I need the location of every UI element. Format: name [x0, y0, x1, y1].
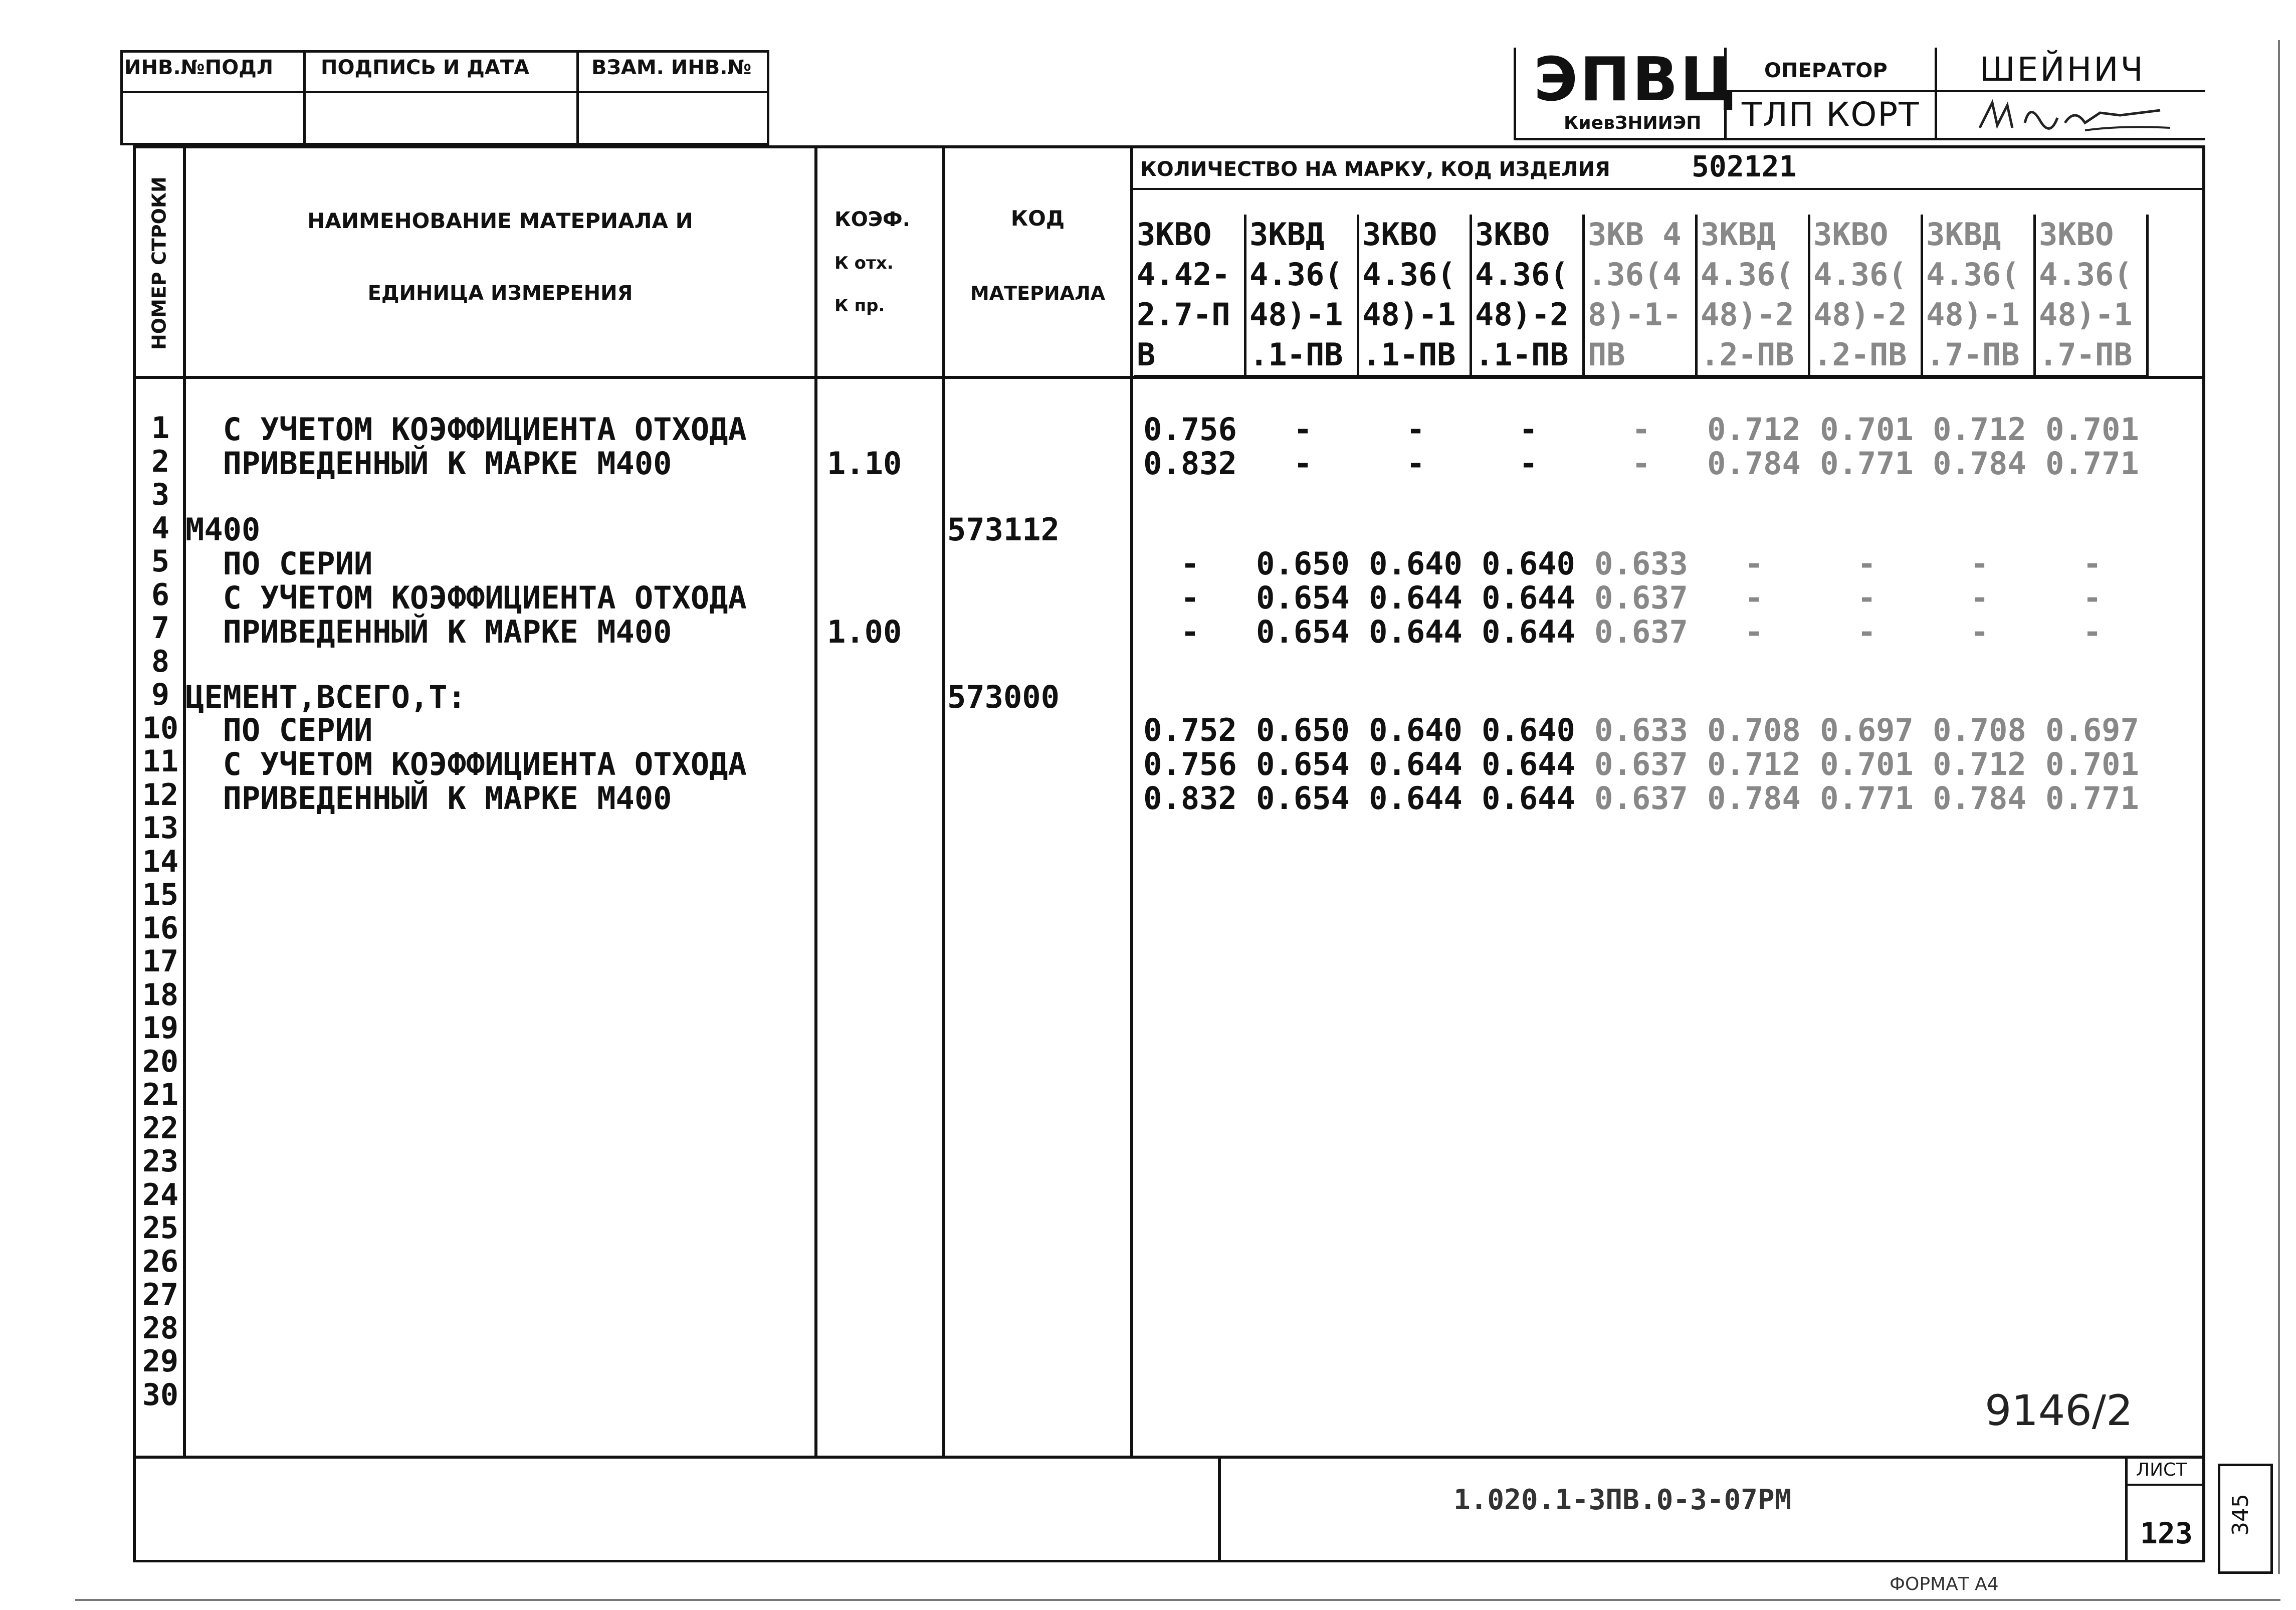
line-number: 8 — [151, 644, 170, 679]
row-value: - — [1744, 614, 1764, 650]
row-value: 0.708 — [1707, 712, 1801, 748]
row-value: - — [1631, 445, 1651, 482]
row-value: 0.640 — [1482, 712, 1575, 748]
product-code: 502121 — [1692, 149, 1797, 183]
row-value: 0.712 — [1933, 746, 2026, 782]
col-sep-code — [1130, 145, 1133, 1459]
row-value: 0.712 — [1707, 746, 1801, 782]
operator-signature — [1970, 93, 2180, 138]
line-number: 24 — [142, 1177, 179, 1213]
name-header-line1: НАИМЕНОВАНИЕ МАТЕРИАЛА И — [307, 208, 693, 233]
line-number: 26 — [142, 1244, 179, 1279]
k-pr-header: К пр. — [834, 296, 885, 316]
row-coef: 1.00 — [827, 614, 902, 650]
row-value: 0.644 — [1482, 746, 1575, 782]
row-value: 0.637 — [1594, 780, 1688, 817]
org-logo: ЭПВЦ — [1534, 45, 1738, 115]
qty-title-rule — [1130, 188, 2205, 190]
row-value: - — [1519, 411, 1538, 448]
stamp-divider — [303, 50, 306, 145]
row-value: 0.637 — [1594, 746, 1688, 782]
mark-header-3: 3КВО 4.36( 48)-1 .1-ПВ — [1359, 215, 1472, 377]
line-number: 28 — [142, 1310, 179, 1346]
line-number: 18 — [142, 977, 179, 1013]
org-subtitle: КиевЗНИИЭП — [1564, 113, 1702, 133]
row-value: 0.784 — [1707, 780, 1801, 817]
row-name: ПРИВЕДЕННЫЙ К МАРКЕ М400 — [185, 780, 672, 817]
row-value: 0.712 — [1933, 411, 2026, 448]
row-material-code: 573112 — [947, 511, 1060, 548]
mark-header-7: 3КВО 4.36( 48)-2 .2-ПВ — [1810, 215, 1923, 377]
mark-header-5: 3КВ 4 .36(4 8)-1- ПВ — [1585, 215, 1698, 377]
code-header-line2: МАТЕРИАЛА — [970, 282, 1106, 304]
row-value: 0.832 — [1143, 780, 1237, 817]
line-number: 12 — [142, 777, 179, 813]
line-number: 7 — [151, 611, 170, 646]
row-value: 0.654 — [1256, 746, 1350, 782]
line-number: 21 — [142, 1077, 179, 1112]
name-header-line2: ЕДИНИЦА ИЗМЕРЕНИЯ — [367, 282, 633, 305]
line-number: 5 — [151, 544, 170, 579]
row-value: - — [2082, 579, 2102, 616]
margin-note: 345 — [2228, 1494, 2253, 1536]
sheet-box-rule — [2125, 1484, 2203, 1486]
k-otx-header: К отх. — [834, 253, 894, 273]
line-number: 23 — [142, 1144, 179, 1179]
row-name: ЦЕМЕНТ,ВСЕГО,Т: — [185, 679, 466, 715]
mark-header-6: 3КВД 4.36( 48)-2 .2-ПВ — [1698, 215, 1810, 377]
line-number: 11 — [142, 744, 179, 779]
row-name: ПО СЕРИИ — [185, 545, 373, 582]
row-value: 0.644 — [1369, 780, 1463, 817]
row-value: 0.654 — [1256, 614, 1350, 650]
row-value: 0.784 — [1933, 780, 2026, 817]
line-number: 14 — [142, 844, 179, 879]
row-value: 0.832 — [1143, 445, 1237, 482]
code-header-line1: КОД — [1010, 206, 1065, 231]
footer-left-edge — [133, 1456, 136, 1561]
row-value: 0.708 — [1933, 712, 2026, 748]
row-value: 0.640 — [1482, 545, 1575, 582]
row-value: - — [1744, 545, 1764, 582]
line-number: 15 — [142, 877, 179, 912]
row-value: - — [1857, 579, 1876, 616]
row-value: 0.771 — [1820, 445, 1914, 482]
line-number: 13 — [142, 811, 179, 846]
row-value: - — [1293, 445, 1313, 482]
line-number: 19 — [142, 1011, 179, 1046]
row-value: 0.650 — [1256, 545, 1350, 582]
row-value: 0.654 — [1256, 579, 1350, 616]
row-value: 0.697 — [1820, 712, 1914, 748]
row-value: - — [1744, 579, 1764, 616]
row-value: 0.701 — [1820, 411, 1914, 448]
stamp-sign-label: ПОДПИСЬ И ДАТА — [321, 56, 530, 79]
footer-divider — [1218, 1456, 1221, 1561]
row-value: 0.633 — [1594, 545, 1688, 582]
row-value: - — [1519, 445, 1538, 482]
row-value: - — [1406, 445, 1425, 482]
mark-header-9: 3КВО 4.36( 48)-1 .7-ПВ — [2036, 215, 2149, 377]
row-value: 0.784 — [1707, 445, 1801, 482]
row-coef: 1.10 — [827, 445, 902, 482]
row-name: С УЧЕТОМ КОЭФФИЦИЕНТА ОТХОДА — [185, 411, 747, 448]
line-number: 2 — [151, 444, 170, 479]
row-value: - — [1406, 411, 1425, 448]
row-value: - — [1970, 579, 1989, 616]
footer-bottom-rule — [133, 1560, 2205, 1562]
row-name: ПО СЕРИИ — [185, 712, 373, 748]
row-value: - — [1293, 411, 1313, 448]
line-number: 25 — [142, 1211, 179, 1246]
right-edge-rule — [2278, 40, 2280, 1574]
row-value: - — [2082, 545, 2102, 582]
row-value: 0.752 — [1143, 712, 1237, 748]
row-value: - — [1180, 545, 1200, 582]
line-number: 30 — [142, 1377, 179, 1413]
row-value: 0.771 — [2045, 445, 2139, 482]
row-value: 0.644 — [1369, 746, 1463, 782]
row-value: 0.640 — [1369, 545, 1463, 582]
row-value: 0.654 — [1256, 780, 1350, 817]
row-value: 0.637 — [1594, 579, 1688, 616]
row-value: 0.701 — [2045, 411, 2139, 448]
row-number-header: НОМЕР СТРОКИ — [148, 176, 170, 350]
row-value: - — [1970, 614, 1989, 650]
document-number: 9146/2 — [1985, 1386, 2133, 1435]
line-number: 1 — [151, 411, 170, 446]
mark-header-2: 3КВД 4.36( 48)-1 .1-ПВ — [1246, 215, 1359, 377]
line-number: 17 — [142, 944, 179, 979]
row-value: 0.756 — [1143, 411, 1237, 448]
qty-header: КОЛИЧЕСТВО НА МАРКУ, КОД ИЗДЕЛИЯ — [1140, 158, 1610, 181]
stamp-divider — [120, 91, 769, 93]
row-name: ПРИВЕДЕННЫЙ К МАРКЕ М400 — [185, 614, 672, 650]
line-number: 16 — [142, 910, 179, 946]
org-divider — [1514, 48, 1516, 140]
row-value: 0.701 — [1820, 746, 1914, 782]
row-value: - — [1180, 614, 1200, 650]
row-name: С УЧЕТОМ КОЭФФИЦИЕНТА ОТХОДА — [185, 746, 747, 782]
org-divider — [1935, 48, 1937, 140]
row-value: 0.637 — [1594, 614, 1688, 650]
row-value: 0.771 — [1820, 780, 1914, 817]
department: ТЛП КОРТ — [1742, 95, 1920, 134]
paper-format: ФОРМАТ А4 — [1890, 1574, 1999, 1594]
row-name: М400 — [185, 511, 261, 548]
line-number: 27 — [142, 1277, 179, 1312]
sheet-number: 123 — [2140, 1516, 2193, 1550]
document-designation: 1.020.1-3ПВ.0-3-07РМ — [1453, 1484, 1792, 1516]
sheet-label: ЛИСТ — [2136, 1460, 2187, 1480]
mark-header-4: 3КВО 4.36( 48)-2 .1-ПВ — [1472, 215, 1585, 377]
mark-header-1: 3КВО 4.42- 2.7-П В — [1134, 215, 1246, 377]
row-value: - — [1857, 545, 1876, 582]
page-bottom-rule — [75, 1599, 2280, 1601]
col-sep-name — [814, 145, 817, 1459]
operator-name: ШЕЙНИЧ — [1980, 50, 2145, 89]
mark-header-8: 3КВД 4.36( 48)-1 .7-ПВ — [1923, 215, 2036, 377]
row-value: 0.650 — [1256, 712, 1350, 748]
row-value: - — [1180, 579, 1200, 616]
row-value: 0.644 — [1482, 614, 1575, 650]
row-value: 0.644 — [1369, 579, 1463, 616]
row-value: 0.633 — [1594, 712, 1688, 748]
coef-header: КОЭФ. — [834, 208, 910, 231]
line-number: 20 — [142, 1044, 179, 1079]
org-divider — [1724, 90, 2205, 92]
row-value: 0.644 — [1369, 614, 1463, 650]
row-value: 0.712 — [1707, 411, 1801, 448]
line-number: 9 — [151, 677, 170, 712]
line-number: 29 — [142, 1344, 179, 1379]
row-value: 0.644 — [1482, 579, 1575, 616]
row-name: С УЧЕТОМ КОЭФФИЦИЕНТА ОТХОДА — [185, 579, 747, 616]
row-value: 0.701 — [2045, 746, 2139, 782]
row-value: - — [1631, 411, 1651, 448]
row-name: ПРИВЕДЕННЫЙ К МАРКЕ М400 — [185, 445, 672, 482]
row-value: 0.640 — [1369, 712, 1463, 748]
row-value: 0.644 — [1482, 780, 1575, 817]
row-value: 0.784 — [1933, 445, 2026, 482]
row-value: - — [1857, 614, 1876, 650]
line-number: 3 — [151, 477, 170, 512]
row-value: 0.771 — [2045, 780, 2139, 817]
stamp-inv-label: ИНВ.№ПОДЛ — [124, 56, 274, 79]
line-number: 6 — [151, 577, 170, 613]
row-value: 0.697 — [2045, 712, 2139, 748]
row-value: - — [1970, 545, 1989, 582]
row-material-code: 573000 — [947, 679, 1060, 715]
stamp-replace-label: ВЗАМ. ИНВ.№ — [591, 56, 752, 79]
col-sep-coef — [942, 145, 945, 1459]
line-number: 22 — [142, 1110, 179, 1146]
line-number: 10 — [142, 710, 179, 746]
line-number: 4 — [151, 510, 170, 546]
stamp-divider — [576, 50, 579, 145]
operator-label: ОПЕРАТОР — [1764, 59, 1888, 82]
row-value: - — [2082, 614, 2102, 650]
row-value: 0.756 — [1143, 746, 1237, 782]
